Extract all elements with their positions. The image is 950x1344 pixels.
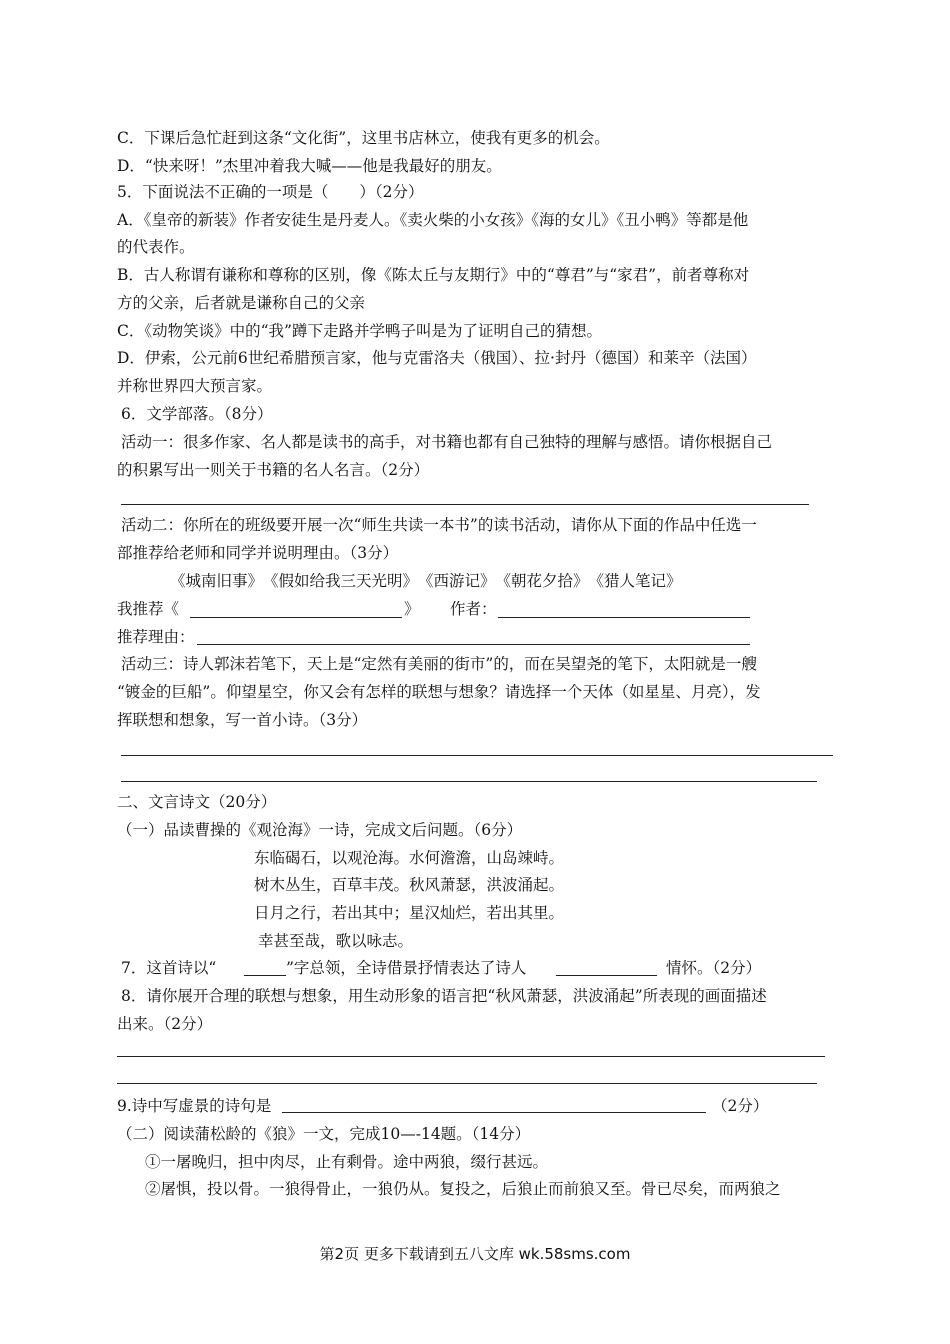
answer-line[interactable]: [117, 1056, 825, 1057]
poem-line: 东临碣石，以观沧海。水何澹澹，山岛竦峙。: [254, 849, 565, 867]
q5-option-b-line2: 方的父亲，后者就是谦称自己的父亲: [117, 294, 366, 312]
answer-line[interactable]: [121, 504, 809, 505]
question-5: 5．下面说法不正确的一项是（ ）（2分）: [117, 183, 424, 201]
poem-line: 日月之行，若出其中；星汉灿烂，若出其里。: [254, 904, 565, 922]
activity-3-line2: “镀金的巨船”。仰望星空，你又会有怎样的联想与想象？请选择一个天体（如星星、月亮），发: [117, 683, 761, 701]
recommend-label: 我推荐《: [117, 600, 180, 618]
passage-paragraph-2: ②屠惧，投以骨。一狼得骨止，一狼仍从。复投之，后狼止而前狼又至。骨已尽矣，而两狼之: [145, 1180, 781, 1198]
question-7-part-c: 情怀。（2分）: [666, 959, 762, 977]
answer-line[interactable]: [121, 755, 833, 756]
recommend-book-blank[interactable]: [190, 617, 402, 618]
book-list: 《城南旧事》 《假如给我三天光明》 《西游记》 《朝花夕拾》 《猎人笔记》: [170, 572, 682, 590]
poem-line: 树木丛生，百草丰茂。秋风萧瑟，洪波涌起。: [254, 876, 565, 894]
activity-3-line1: 活动三：诗人郭沫若笔下，天上是“定然有美丽的街市”的，而在吴望尧的笔下，太阳就是一艘: [121, 655, 757, 673]
c-option-top: C．下课后急忙赶到这条“文化街”，这里书店林立，使我有更多的机会。: [117, 129, 610, 147]
question-9-part-a: 9.诗中写虚景的诗句是: [117, 1097, 272, 1115]
q5-option-b-line1: B．古人称谓有谦称和尊称的区别，像《陈太丘与友期行》中的“尊君”与“家君”，前者尊称对: [117, 266, 750, 284]
reason-label: 推荐理由：: [117, 628, 195, 646]
answer-line[interactable]: [117, 1083, 817, 1084]
q7-feeling-blank[interactable]: [556, 975, 657, 976]
activity-3-line3: 挥联想和想象，写一首小诗。（3分）: [117, 711, 368, 729]
activity-1-line1: 活动一：很多作家、名人都是读书的高手，对书籍也都有自己独特的理解与感悟。请你根据自己: [121, 433, 773, 451]
passage-paragraph-1: ①一屠晚归，担中肉尽，止有剩骨。途中两狼，缀行甚远。: [145, 1153, 549, 1171]
section-2-part-2: （二）阅读蒲松龄的《狼》一文，完成10—-14题。（14分）: [117, 1125, 531, 1143]
author-blank[interactable]: [498, 617, 750, 618]
activity-2-line2: 部推荐给老师和同学并说明理由。（3分）: [117, 544, 399, 562]
d-option-top: D．“快来呀！”杰里冲着我大喊——他是我最好的朋友。: [117, 157, 502, 175]
question-6: 6．文学部落。（8分）: [121, 405, 273, 423]
q7-word-blank[interactable]: [244, 975, 286, 976]
activity-2-line1: 活动二：你所在的班级要开展一次“师生共读一本书”的读书活动，请你从下面的作品中任选一: [121, 516, 757, 534]
q5-option-a-line2: 的代表作。: [117, 238, 195, 256]
q5-option-a-line1: A．《皇帝的新装》作者安徒生是丹麦人。《卖火柴的小女孩》《海的女儿》《丑小鸭》等都是他: [117, 211, 749, 229]
section-2-heading: 二、文言诗文（20分）: [117, 793, 277, 811]
q9-blank[interactable]: [282, 1112, 706, 1113]
question-7-part-a: 7．这首诗以“: [121, 959, 217, 977]
q5-option-d-line2: 并称世界四大预言家。: [117, 377, 273, 395]
question-7-part-b: ”字总领，全诗借景抒情表达了诗人: [286, 959, 527, 977]
poem-line: 幸甚至哉，歌以咏志。: [258, 932, 414, 950]
answer-line[interactable]: [121, 781, 817, 782]
q5-option-d-line1: D．伊索，公元前6世纪希腊预言家，他与克雷洛夫（俄国）、拉·封丹（德国）和莱辛（法国）: [117, 349, 757, 367]
question-9-part-b: （2分）: [712, 1097, 769, 1115]
activity-1-line2: 的积累写出一则关于书籍的名人名言。（2分）: [117, 461, 430, 479]
section-2-part-1: （一）品读曹操的《观沧海》一诗，完成文后问题。（6分）: [117, 821, 523, 839]
q5-option-c: C．《动物笑谈》中的“我”蹲下走路并学鸭子叫是为了证明自己的猜想。: [117, 322, 602, 340]
recommend-close: 》: [404, 600, 420, 618]
question-8-line2: 出来。（2分）: [117, 1015, 213, 1033]
author-label: 作者：: [450, 600, 497, 618]
reason-blank[interactable]: [197, 644, 750, 645]
question-8-line1: 8．请你展开合理的联想与想象，用生动形象的语言把“秋风萧瑟，洪波涌起”所表现的画面描述: [121, 987, 767, 1005]
page-footer: 第2页 更多下载请到五八文库 wk.58sms.com: [319, 1245, 631, 1263]
